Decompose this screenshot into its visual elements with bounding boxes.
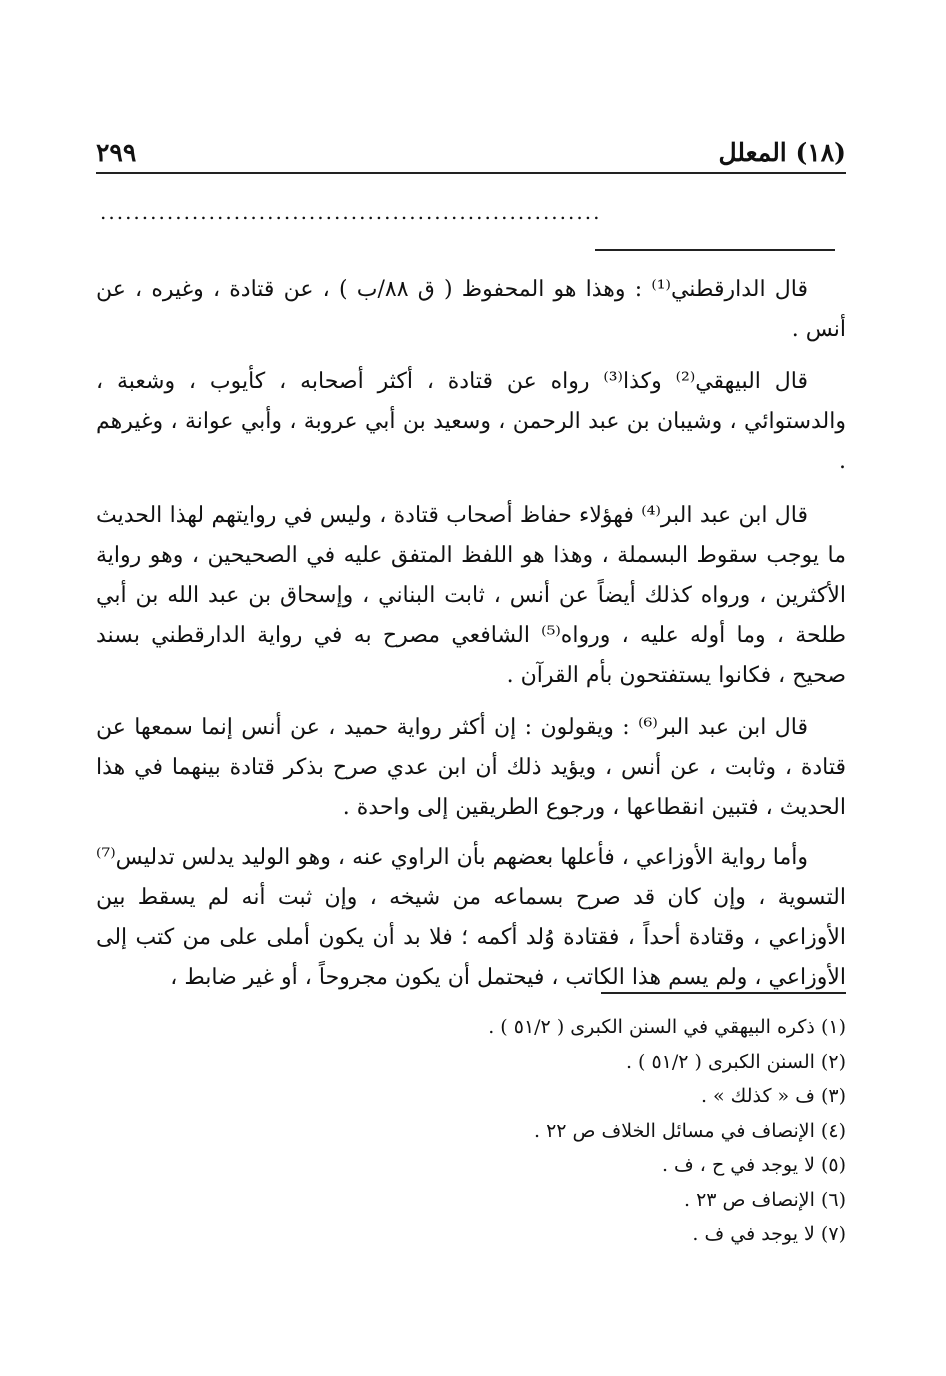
- main-text: [96, 270, 846, 1012]
- footnote: (٥) لا يوجد في ح ، ف .: [661, 1154, 846, 1176]
- paragraph: قال البيهقي⁽²⁾ وكذا⁽³⁾ رواه عن قتادة ، أكثر أصحابه ، كأيوب ، وشعبة ، والدستوائي ، وشيبان بن عبد الرحمن ، وسعيد بن أبي عروبة ، وأبي عوانة ، وغيرهم .: [96, 369, 846, 474]
- chapter-title: (١٨) المعلل: [718, 138, 846, 167]
- header-rule: [96, 172, 846, 174]
- footnotes: [286, 1010, 846, 1252]
- footnote-rule: [601, 992, 846, 994]
- footnote: (٤) الإنصاف في مسائل الخلاف ص ٢٢ .: [533, 1119, 846, 1142]
- footnote: (٣) ف « كذلك » .: [700, 1085, 846, 1107]
- paragraph: قال الدارقطني⁽¹⁾ : وهذا هو المحفوظ ( ق ٨٨/ب ) ، عن قتادة ، وغيره ، عن أنس .: [96, 277, 846, 342]
- page-number: ٢٩٩: [96, 138, 137, 167]
- running-header: [96, 138, 846, 172]
- footnote: (٦) الإنصاف ص ٢٣ .: [683, 1188, 846, 1211]
- paragraph: قال ابن عبد البر⁽⁶⁾ : ويقولون : إن أكثر رواية حميد ، عن أنس إنما سمعها عن قتادة ، وثابت ، عن أنس ، ويؤيد ذلك أن ابن عدي صرح بذكر قتادة بينهما في هذا الحديث ، فتبين انقطاعها ، ورجوع الطريقين إلى واحدة .: [96, 715, 846, 820]
- dotted-separator: ............................................................: [100, 200, 602, 224]
- section-rule: [595, 249, 835, 251]
- footnote: (٢) السنن الكبرى ( ٥١/٢ ) .: [625, 1050, 846, 1073]
- footnote: (١) ذكره البيهقي في السنن الكبرى ( ٥١/٢ ) .: [488, 1016, 846, 1038]
- paragraph: قال ابن عبد البر⁽⁴⁾ فهؤلاء حفاظ أصحاب قتادة ، وليس في روايتهم لهذا الحديث ما يوجب سقوط البسملة ، وهذا هو اللفظ المتفق عليه في الصحيحين ، وهو رواية الأكثرين ، ورواه كذلك أيضاً عن أنس ، ثابت البناني ، وإسحاق بن عبد الله بن أبي طلحة ، وما أوله عليه ، ورواه⁽⁵⁾ الشافعي مصرح به في رواية الدارقطني بسند صحيح ، فكانوا يستفتحون بأم القرآن .: [96, 503, 846, 688]
- footnote: (٧) لا يوجد في ف .: [692, 1223, 846, 1245]
- paragraph: وأما رواية الأوزاعي ، فأعلها بعضهم بأن الراوي عنه ، وهو الوليد يدلس تدليس⁽⁷⁾ التسوية ، وإن كان قد صرح بسماعه من شيخه ، وإن ثبت أنه لم يسقط بين الأوزاعي ، وقتادة أحداً ، فقتادة وُلد أكمه ؛ فلا بد أن يكون أملى على من كتب إلى الأوزاعي ، ولم يسم هذا الكاتب ، فيحتمل أن يكون مجروحاً ، أو غير ضابط ،: [96, 845, 846, 990]
